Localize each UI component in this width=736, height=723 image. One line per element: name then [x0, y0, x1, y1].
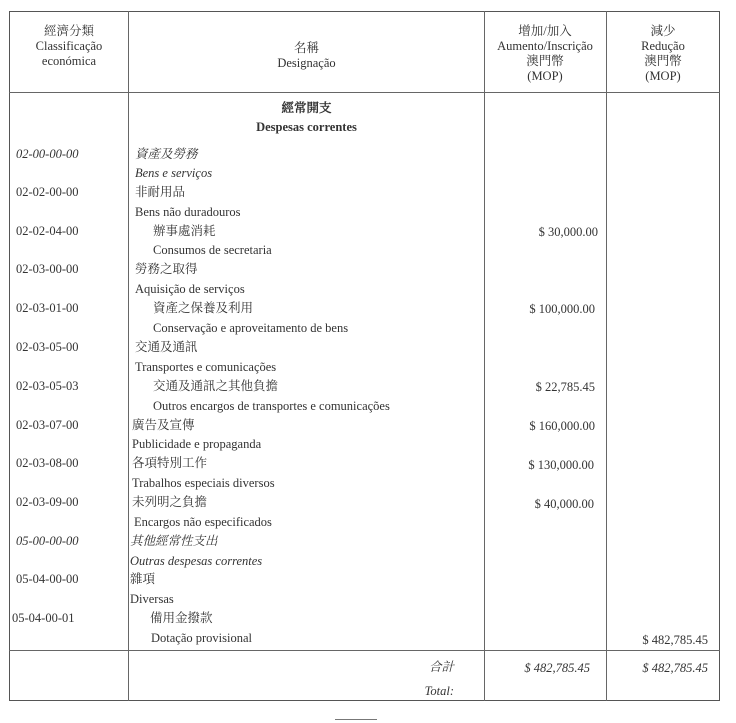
row-code: 02-03-07-00 — [16, 418, 79, 432]
header-increase-zh: 增加/加入 — [518, 24, 572, 38]
column-divider — [484, 11, 485, 701]
row-designation-zh: 未列明之負擔 — [132, 495, 208, 509]
section-title-pt: Despesas correntes — [256, 120, 357, 134]
row-increase-amount: $ 40,000.00 — [534, 497, 594, 511]
row-designation-pt: Bens não duradouros — [135, 205, 241, 219]
header-designation-pt: Designação — [277, 56, 336, 70]
row-designation-pt: Consumos de secretaria — [153, 243, 272, 257]
row-designation-zh: 廣告及宣傳 — [132, 418, 195, 432]
header-decrease-zh: 減少 — [650, 24, 676, 38]
header-decrease-currency-zh: 澳門幣 — [644, 54, 682, 68]
row-code: 02-03-08-00 — [16, 456, 79, 470]
row-increase-amount: $ 30,000.00 — [538, 225, 598, 239]
row-code: 05-04-00-01 — [12, 611, 75, 625]
total-increase-amount: $ 482,785.45 — [524, 661, 590, 675]
row-designation-zh: 資產之保養及利用 — [153, 301, 254, 315]
row-designation-zh: 非耐用品 — [135, 185, 186, 199]
row-designation-zh: 交通及通訊 — [135, 340, 198, 354]
row-designation-zh: 其他經常性支出 — [130, 534, 218, 548]
row-designation-zh: 雜項 — [130, 572, 156, 586]
header-designation-zh: 名稱 — [293, 41, 319, 55]
row-code: 02-03-05-00 — [16, 340, 79, 354]
header-decrease-pt: Redução — [641, 39, 685, 53]
row-code: 02-02-04-00 — [16, 224, 79, 238]
row-designation-pt: Publicidade e propaganda — [132, 437, 262, 451]
row-designation-pt: Bens e serviços — [135, 166, 213, 180]
row-designation-zh: 資產及勞務 — [135, 147, 198, 161]
header-classification-pt2: económica — [41, 54, 97, 68]
row-code: 02-03-09-00 — [16, 495, 79, 509]
row-designation-pt: Transportes e comunicações — [135, 360, 277, 374]
row-designation-pt: Aquisição de serviços — [135, 282, 245, 296]
column-divider — [606, 11, 607, 701]
header-classification — [10, 24, 128, 69]
row-designation-zh: 交通及通訊之其他負擔 — [153, 379, 279, 393]
total-label-zh: 合計 — [428, 660, 454, 674]
row-designation-pt: Encargos não especificados — [134, 515, 272, 529]
page-bottom-rule — [335, 719, 377, 720]
header-classification-pt: Classificação — [35, 39, 103, 53]
row-increase-amount: $ 130,000.00 — [528, 458, 594, 472]
header-designation — [129, 41, 484, 71]
total-decrease-amount: $ 482,785.45 — [642, 661, 708, 675]
row-increase-amount: $ 100,000.00 — [529, 302, 595, 316]
total-label-pt: Total: — [424, 684, 454, 698]
row-increase-amount: $ 160,000.00 — [529, 419, 595, 433]
row-designation-pt: Outras despesas correntes — [130, 554, 263, 568]
total-divider — [9, 650, 720, 651]
row-code: 02-00-00-00 — [16, 147, 79, 161]
row-designation-zh: 備用金撥款 — [150, 611, 213, 625]
row-designation-pt: Conservação e aproveitamento de bens — [153, 321, 349, 335]
header-divider — [9, 92, 720, 93]
row-designation-pt: Outros encargos de transportes e comunicações — [153, 399, 390, 413]
header-classification-zh: 經濟分類 — [43, 24, 94, 38]
header-decrease — [606, 24, 720, 84]
row-designation-pt: Trabalhos especiais diversos — [132, 476, 275, 490]
row-code: 05-00-00-00 — [16, 534, 79, 548]
row-designation-zh: 辦事處消耗 — [153, 224, 216, 238]
header-increase-currency-zh: 澳門幣 — [526, 54, 564, 68]
row-designation-pt: Dotação provisional — [151, 631, 253, 645]
row-designation-pt: Diversas — [130, 592, 174, 606]
row-code: 02-03-01-00 — [16, 301, 79, 315]
row-designation-zh: 各項特別工作 — [132, 456, 208, 470]
row-increase-amount: $ 22,785.45 — [535, 380, 595, 394]
section-title-zh: 經常開支 — [281, 101, 332, 115]
row-code: 05-04-00-00 — [16, 572, 79, 586]
row-decrease-amount: $ 482,785.45 — [642, 633, 708, 647]
header-increase-pt: Aumento/Inscrição — [497, 39, 593, 53]
header-increase — [484, 24, 606, 84]
header-increase-currency: (MOP) — [527, 69, 563, 83]
row-code: 02-03-00-00 — [16, 262, 79, 276]
row-code: 02-02-00-00 — [16, 185, 79, 199]
header-decrease-currency: (MOP) — [645, 69, 681, 83]
row-code: 02-03-05-03 — [16, 379, 79, 393]
row-designation-zh: 勞務之取得 — [135, 262, 198, 276]
